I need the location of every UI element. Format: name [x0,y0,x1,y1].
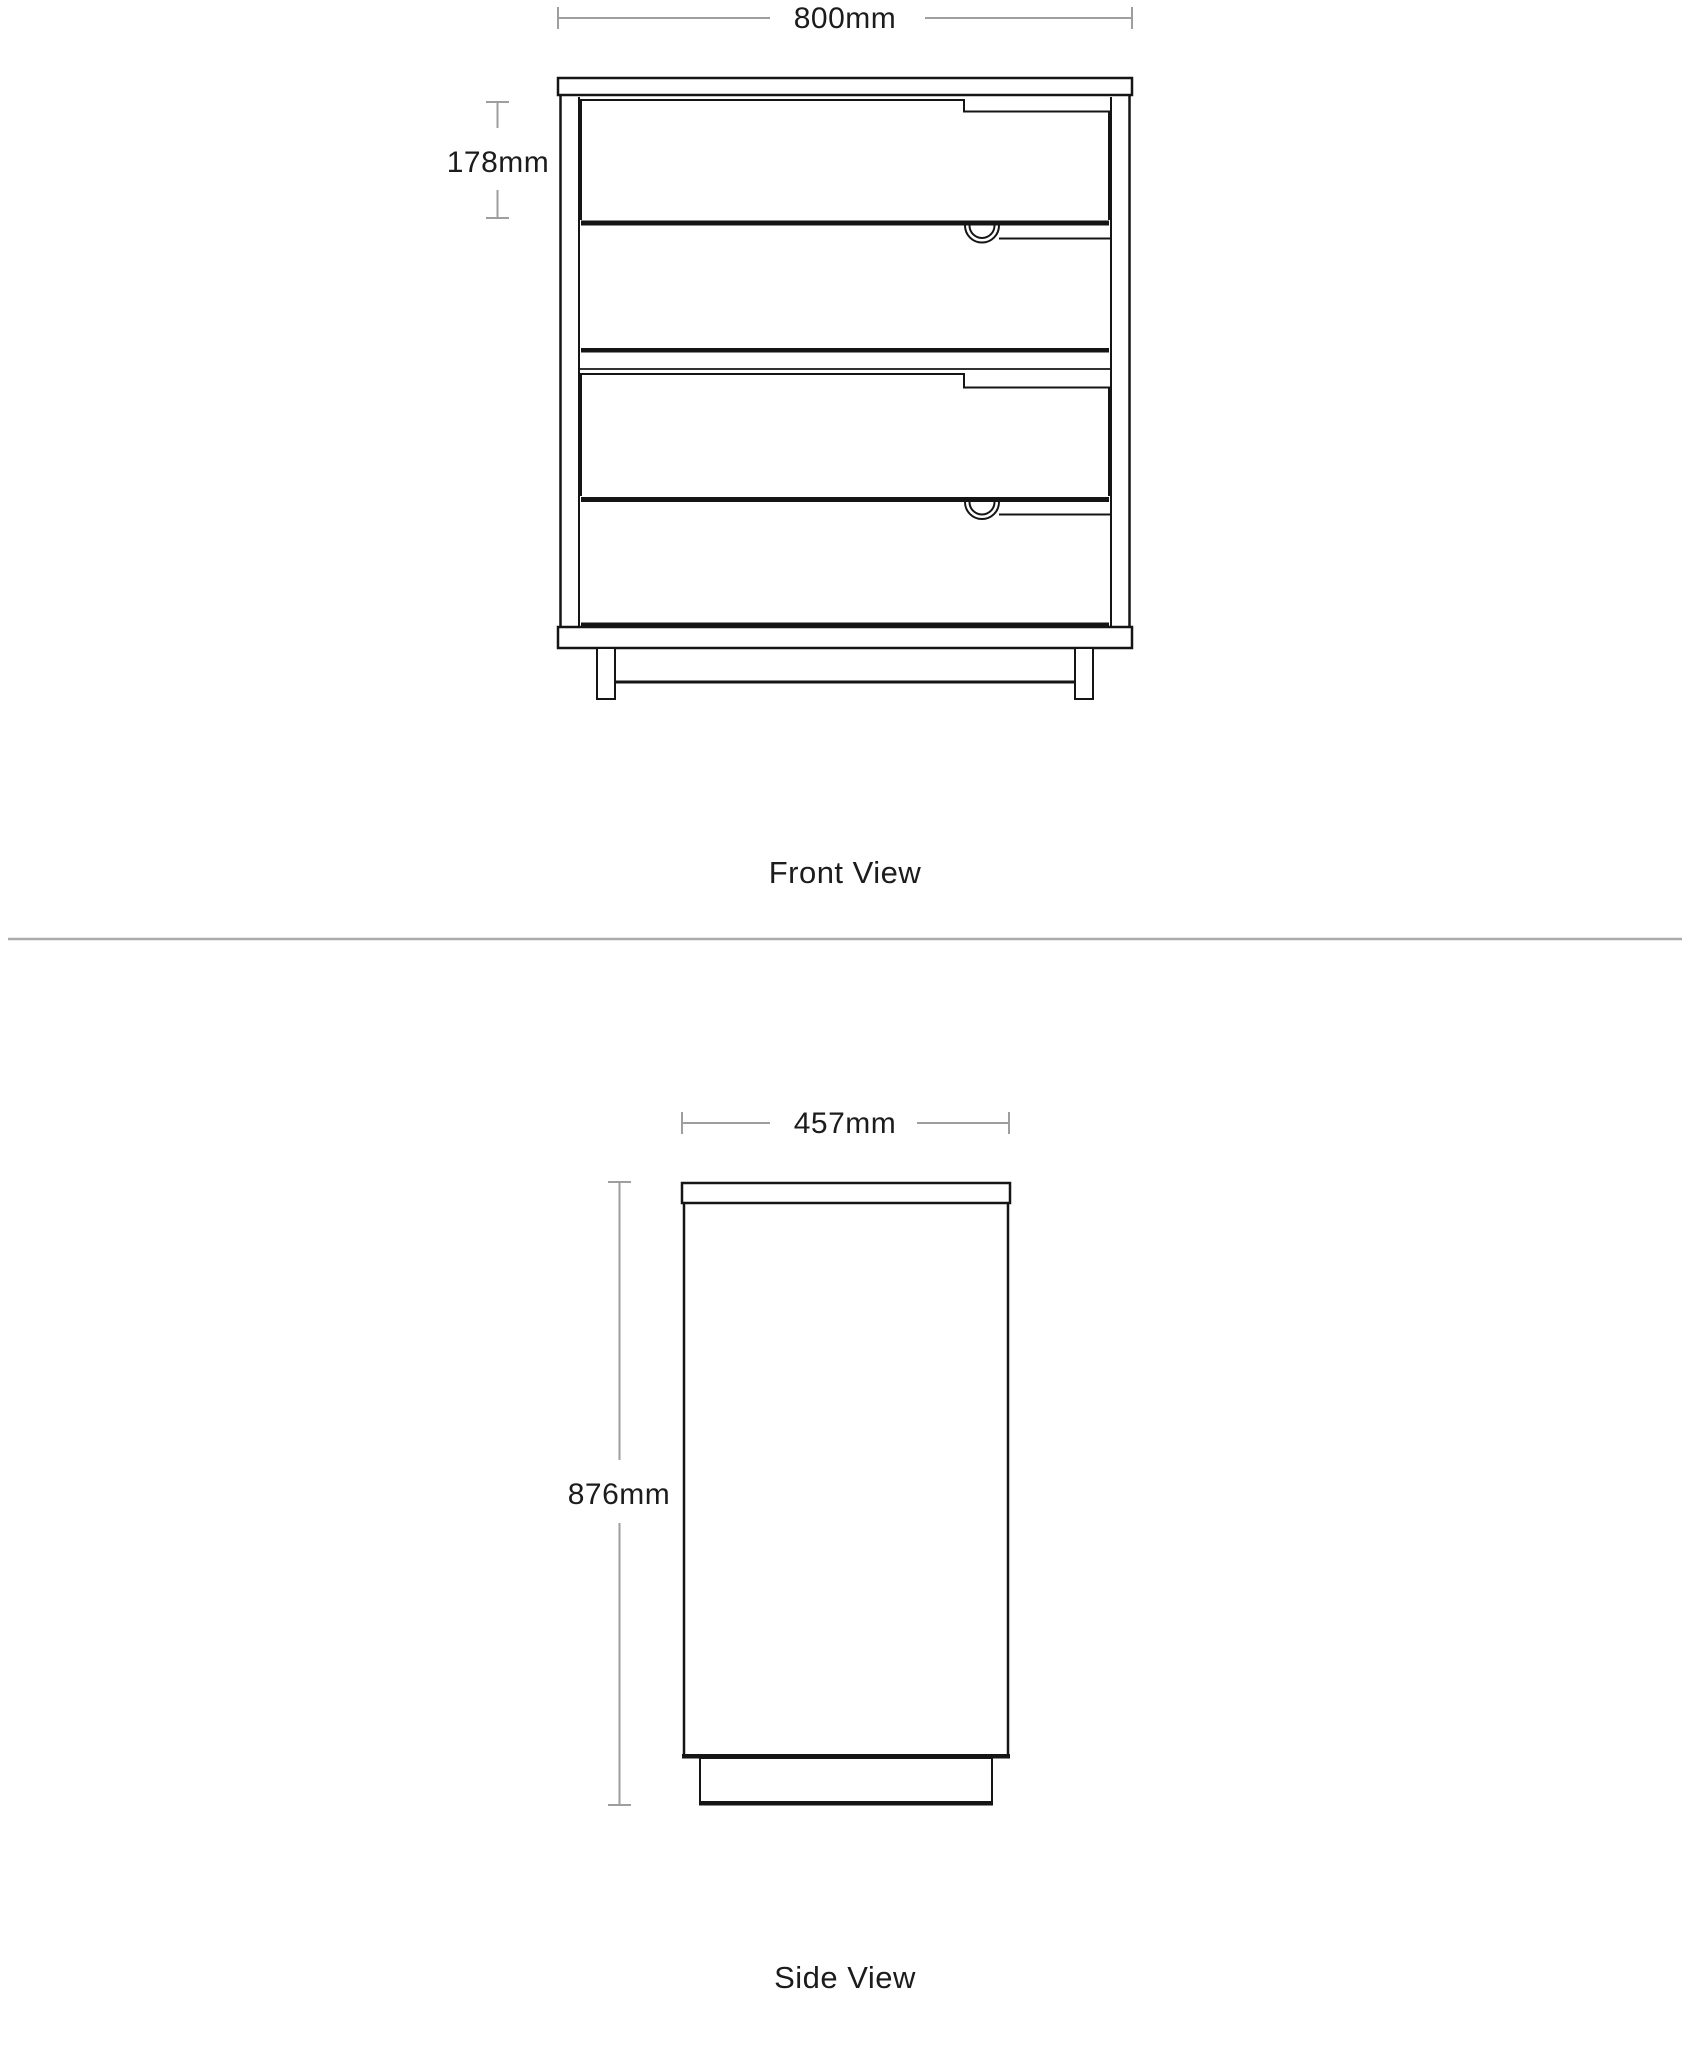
front-view-caption: Front View [768,855,922,890]
front-drawer-gap-2 [581,348,1109,353]
front-left-leg [597,648,615,699]
dim-876mm-label: 876mm [567,1478,671,1511]
front-right-leg [1075,648,1093,699]
front-drawer-gap-1 [581,221,1109,226]
front-drawer-gap-3 [581,497,1109,502]
dim-800mm-label: 800mm [793,2,897,35]
front-top-panel [558,78,1132,95]
front-bottom-panel [558,627,1132,648]
dim-457mm-label: 457mm [793,1107,897,1140]
side-plinth-base [700,1758,992,1804]
side-view-caption: Side View [774,1960,916,1995]
side-top-panel [682,1183,1010,1203]
side-plinth-bottom-edge [699,1801,993,1806]
dim-178mm-label: 178mm [446,146,550,179]
